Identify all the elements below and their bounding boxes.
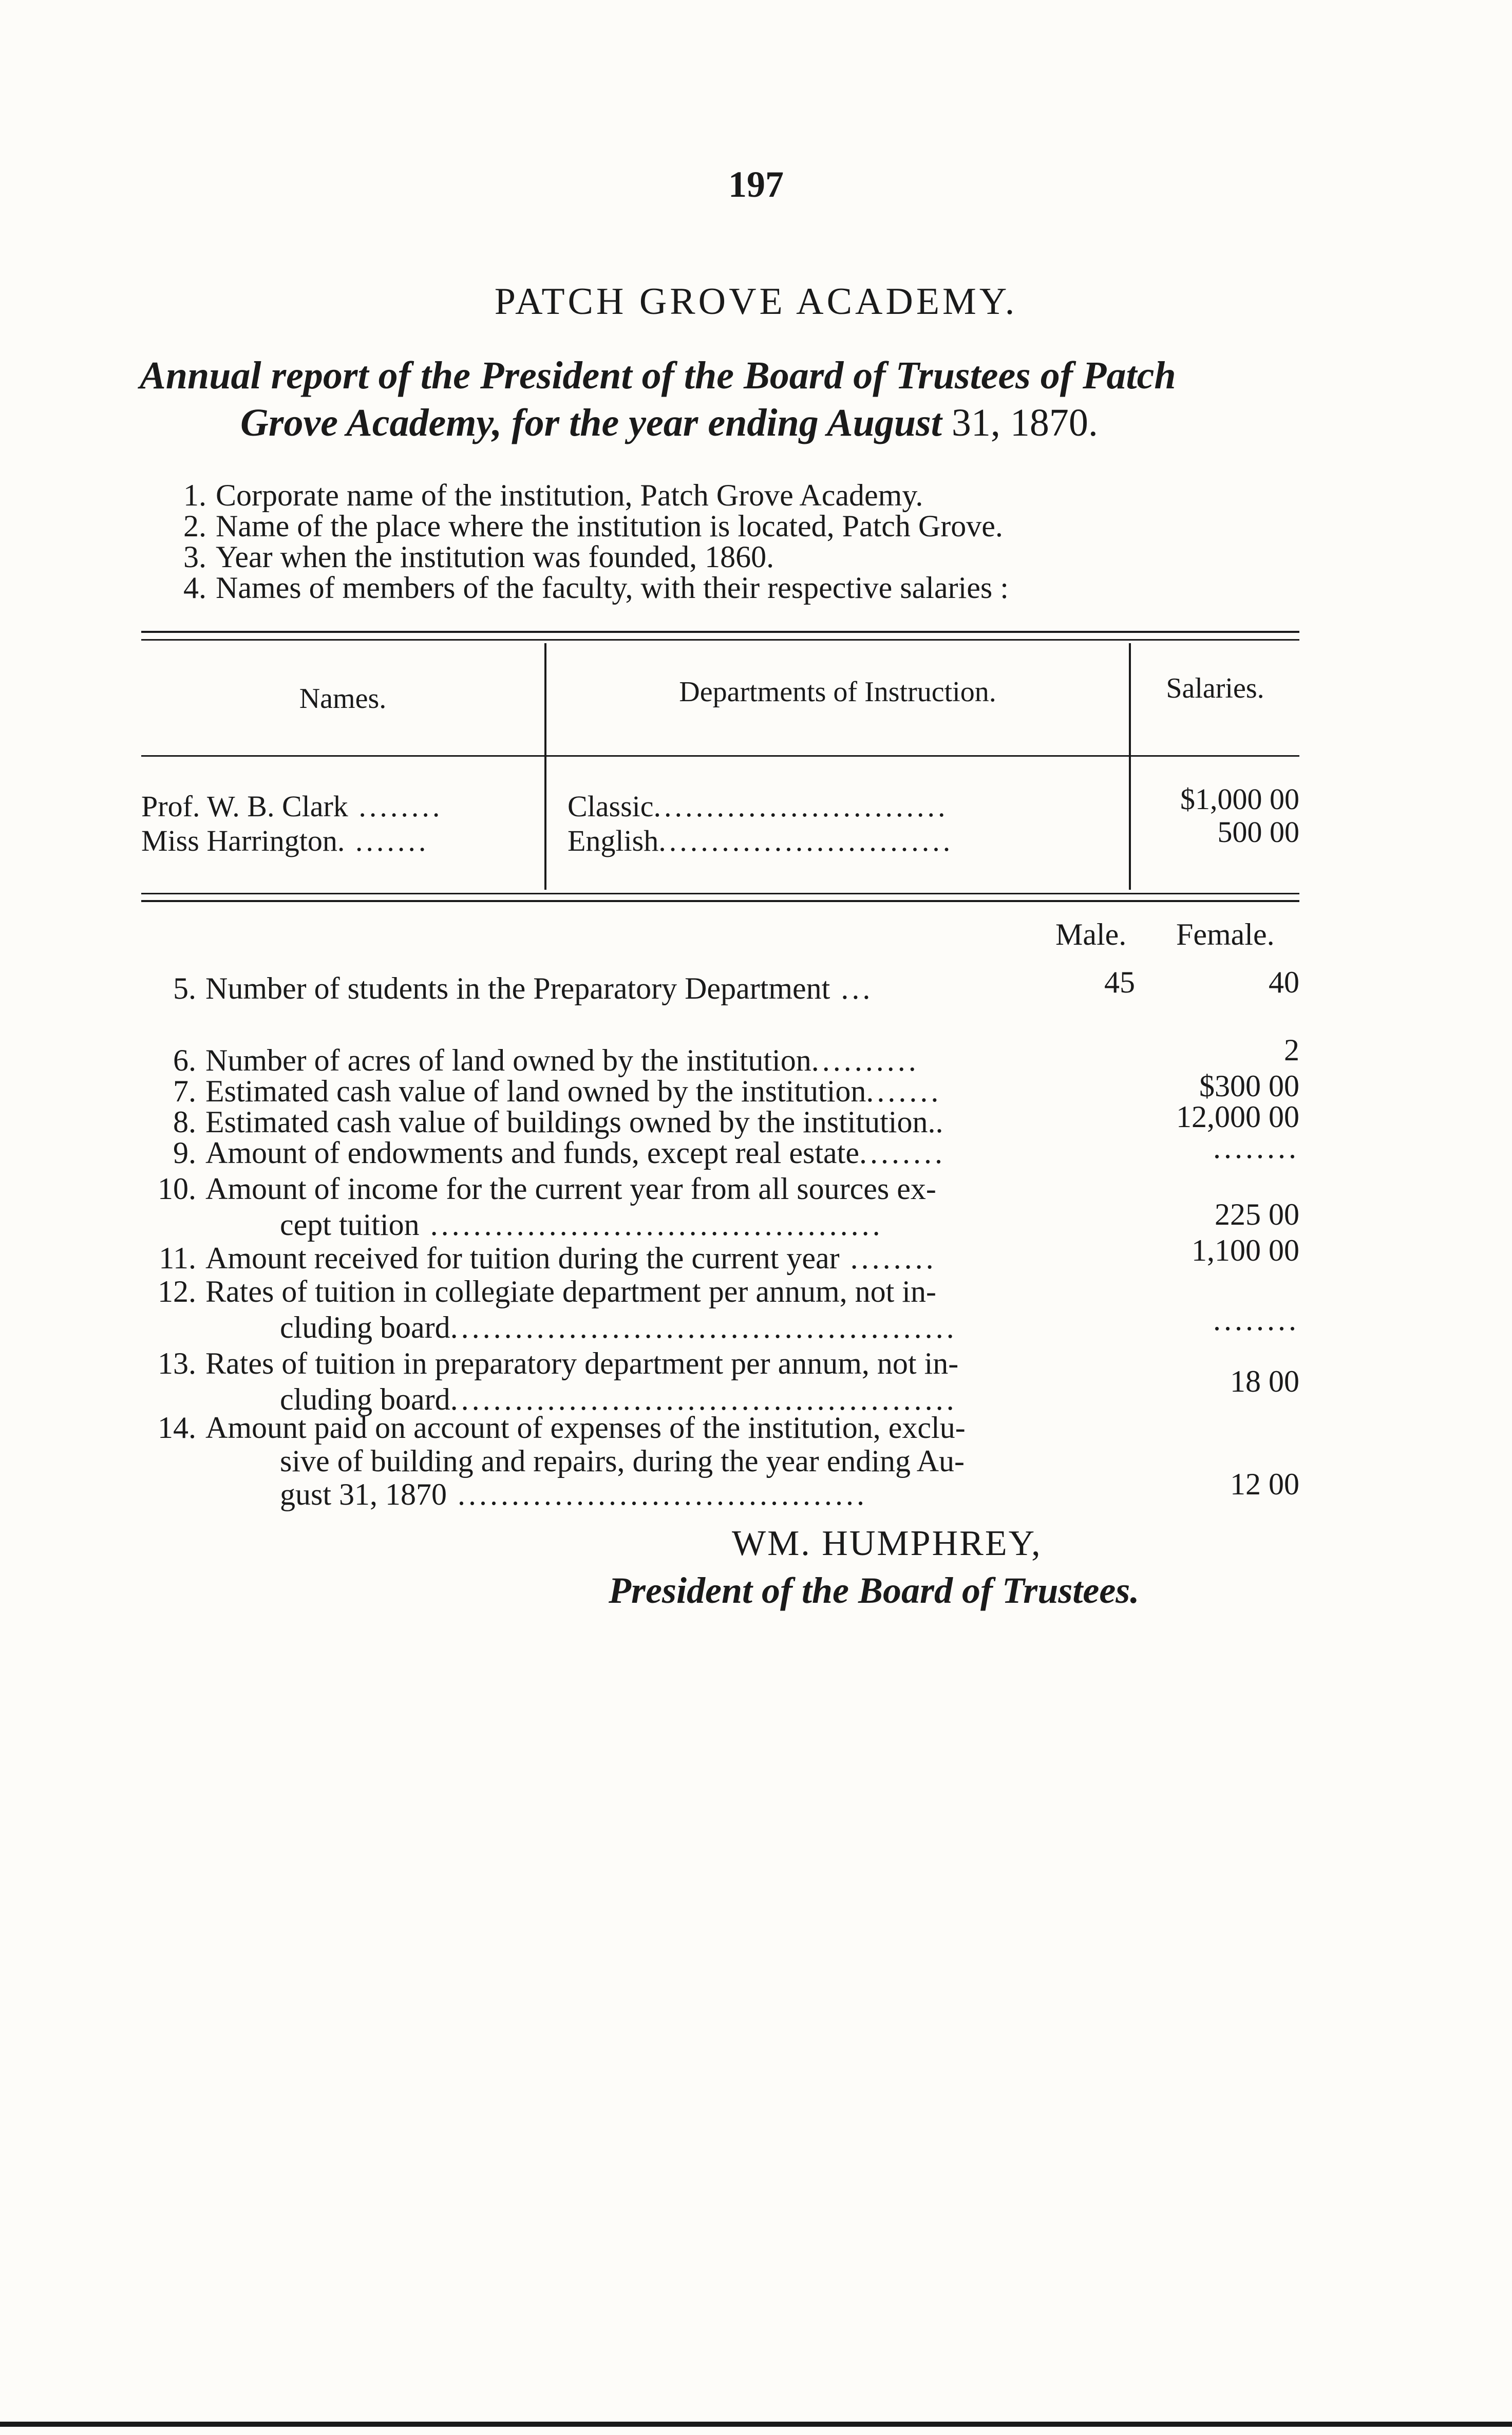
page-number: 197 [728, 164, 784, 205]
table-cell-salary: $1,000 00 [1180, 782, 1299, 816]
item-value: 18 00 [1230, 1364, 1299, 1398]
item-value: ........ [1213, 1131, 1299, 1165]
report-subtitle-line-1: Annual report of the President of the Board of Trustees of Patch [140, 354, 1176, 397]
list-item: 11. Amount received for tuition during the current year ........ [159, 1241, 937, 1275]
list-item: 8. Estimated cash value of buildings owned by the institution.. [173, 1105, 943, 1139]
page-title: PATCH GROVE ACADEMY. [494, 280, 1018, 323]
table-row: Prof. W. B. Clark ........ [141, 790, 443, 823]
table-row: Miss Harrington. ....... [141, 824, 429, 857]
question-item: 4. Names of members of the faculty, with their respective salaries : [183, 571, 1009, 605]
students-male-value: 45 [1104, 965, 1135, 999]
list-item: 9. Amount of endowments and funds, except real estate........ [173, 1136, 946, 1170]
table-cell-department: Classic............................ [568, 790, 949, 823]
female-column-label: Female. [1176, 917, 1275, 951]
signature-title: President of the Board of Trustees. [609, 1570, 1140, 1611]
question-item: 2. Name of the place where the institution is located, Patch Grove. [183, 509, 1003, 543]
list-item-continuation: gust 31, 1870 ...................................... [280, 1477, 868, 1511]
table-bottom-rule-thin [141, 893, 1299, 894]
table-cell-salary: 500 00 [1217, 815, 1299, 849]
list-item-continuation: sive of building and repairs, during the year ending Au- [280, 1444, 965, 1478]
item-value: 12 00 [1230, 1467, 1299, 1501]
table-cell-department: English............................ [568, 824, 954, 857]
list-item: 14. Amount paid on account of expenses of the institution, exclu- [158, 1411, 966, 1445]
list-item: 13. Rates of tuition in preparatory department per annum, not in- [158, 1346, 959, 1380]
list-item-continuation: cluding board............................................... [280, 1310, 957, 1344]
item-value: 2 [1284, 1033, 1299, 1067]
question-item: 3. Year when the institution was founded, 1860. [183, 540, 774, 574]
table-bottom-rule [141, 900, 1299, 902]
table-top-rule-thin [141, 639, 1299, 641]
item-value: 225 00 [1215, 1197, 1299, 1231]
item-value: $300 00 [1199, 1069, 1299, 1103]
students-row: 5. Number of students in the Preparatory Department ... [173, 971, 874, 1005]
item-value: ........ [1213, 1303, 1299, 1337]
signature-name: WM. HUMPHREY, [732, 1524, 1042, 1563]
item-value: 1,100 00 [1192, 1233, 1299, 1267]
list-item-continuation: cept tuition .......................................... [280, 1208, 883, 1242]
list-item: 10. Amount of income for the current year from all sources ex- [158, 1172, 936, 1206]
table-top-rule [141, 631, 1299, 633]
list-item: 6. Number of acres of land owned by the institution.......... [173, 1043, 919, 1077]
list-item: 7. Estimated cash value of land owned by the institution....... [173, 1074, 942, 1108]
report-subtitle-text: Grove Academy, for the year ending August [240, 401, 942, 444]
report-subtitle-line-2 [240, 401, 1098, 445]
question-item: 1. Corporate name of the institution, Patch Grove Academy. [183, 478, 923, 512]
list-item-continuation: cluding board............................................... [280, 1382, 957, 1416]
page-bottom-edge [0, 2422, 1512, 2427]
item-value: 12,000 00 [1176, 1100, 1299, 1134]
report-subtitle-date: 31, 1870. [951, 401, 1098, 444]
students-female-value: 40 [1269, 965, 1299, 999]
header-departments: Departments of Instruction. [679, 676, 996, 708]
header-names: Names. [299, 683, 387, 715]
table-header-rule [141, 755, 1299, 757]
male-column-label: Male. [1055, 917, 1127, 951]
header-salaries: Salaries. [1166, 672, 1264, 704]
list-item: 12. Rates of tuition in collegiate department per annum, not in- [158, 1275, 936, 1308]
